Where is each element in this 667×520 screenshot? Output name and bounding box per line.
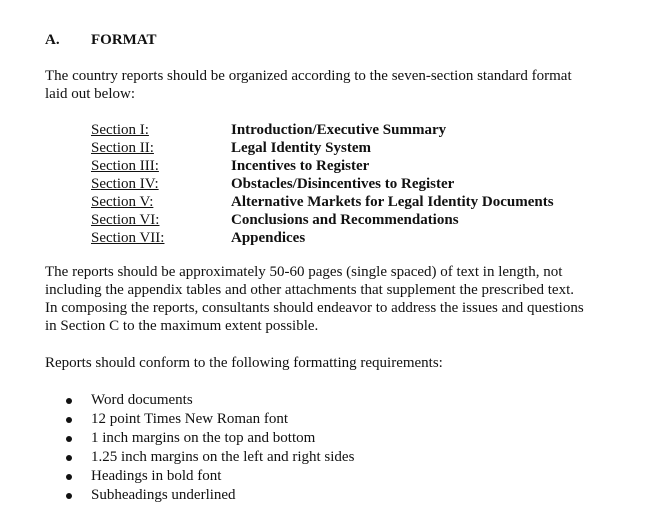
list-item bbox=[66, 467, 354, 486]
section-row bbox=[91, 229, 554, 247]
list-item bbox=[66, 486, 354, 505]
list-item bbox=[66, 410, 354, 429]
list-item-text: Subheadings underlined bbox=[91, 487, 236, 503]
section-row-title: Alternative Markets for Legal Identity Documents bbox=[231, 194, 554, 210]
section-label: Section III: bbox=[91, 158, 159, 174]
section-label: Section V: bbox=[91, 194, 154, 210]
bullet-icon bbox=[66, 417, 72, 423]
bullet-icon bbox=[66, 474, 72, 480]
section-row bbox=[91, 211, 554, 229]
list-item bbox=[66, 429, 354, 448]
section-row bbox=[91, 139, 554, 157]
paragraph-line: The reports should be approximately 50-60 pages (single spaced) of text in length, not bbox=[45, 264, 563, 280]
paragraph-line: including the appendix tables and other attachments that supplement the prescribed text. bbox=[45, 282, 575, 298]
bullet-icon bbox=[66, 398, 72, 404]
section-row bbox=[91, 157, 554, 175]
section-row bbox=[91, 175, 554, 193]
section-row-title: Conclusions and Recommendations bbox=[231, 212, 459, 228]
section-row-title: Obstacles/Disincentives to Register bbox=[231, 176, 455, 192]
paragraph-line: The country reports should be organized according to the seven-section standard format bbox=[45, 68, 572, 84]
list-item-text: 12 point Times New Roman font bbox=[91, 411, 289, 427]
section-label: Section II: bbox=[91, 140, 154, 156]
list-item-text: 1 inch margins on the top and bottom bbox=[91, 430, 316, 446]
list-item-text: Word documents bbox=[91, 392, 193, 408]
bullet-icon bbox=[66, 493, 72, 499]
section-label: Section IV: bbox=[91, 176, 159, 192]
section-row-title: Appendices bbox=[231, 230, 306, 246]
list-item-text: Headings in bold font bbox=[91, 468, 222, 484]
list-item bbox=[66, 391, 354, 410]
bullet-icon bbox=[66, 455, 72, 461]
section-label: Section I: bbox=[91, 122, 149, 138]
length-paragraph bbox=[45, 263, 584, 335]
section-list bbox=[91, 121, 554, 247]
paragraph-line: In composing the reports, consultants should endeavor to address the issues and questions bbox=[45, 300, 584, 316]
list-item-text: 1.25 inch margins on the left and right sides bbox=[91, 449, 355, 465]
section-row-title: Incentives to Register bbox=[231, 158, 370, 174]
section-row-title: Introduction/Executive Summary bbox=[231, 122, 447, 138]
paragraph-line: Reports should conform to the following formatting requirements: bbox=[45, 355, 443, 371]
section-label: Section VI: bbox=[91, 212, 160, 228]
paragraph-line: laid out below: bbox=[45, 86, 135, 102]
section-label: Section VII: bbox=[91, 230, 165, 246]
section-title: FORMAT bbox=[91, 32, 157, 48]
section-row bbox=[91, 121, 554, 139]
bullet-icon bbox=[66, 436, 72, 442]
intro-paragraph bbox=[45, 67, 572, 103]
formatting-requirements-list bbox=[66, 391, 354, 505]
section-heading bbox=[45, 32, 157, 49]
section-row bbox=[91, 193, 554, 211]
section-row-title: Legal Identity System bbox=[231, 140, 371, 156]
paragraph-line: in Section C to the maximum extent possible. bbox=[45, 318, 319, 334]
section-letter: A. bbox=[45, 32, 60, 48]
formatting-intro bbox=[45, 354, 443, 372]
list-item bbox=[66, 448, 354, 467]
